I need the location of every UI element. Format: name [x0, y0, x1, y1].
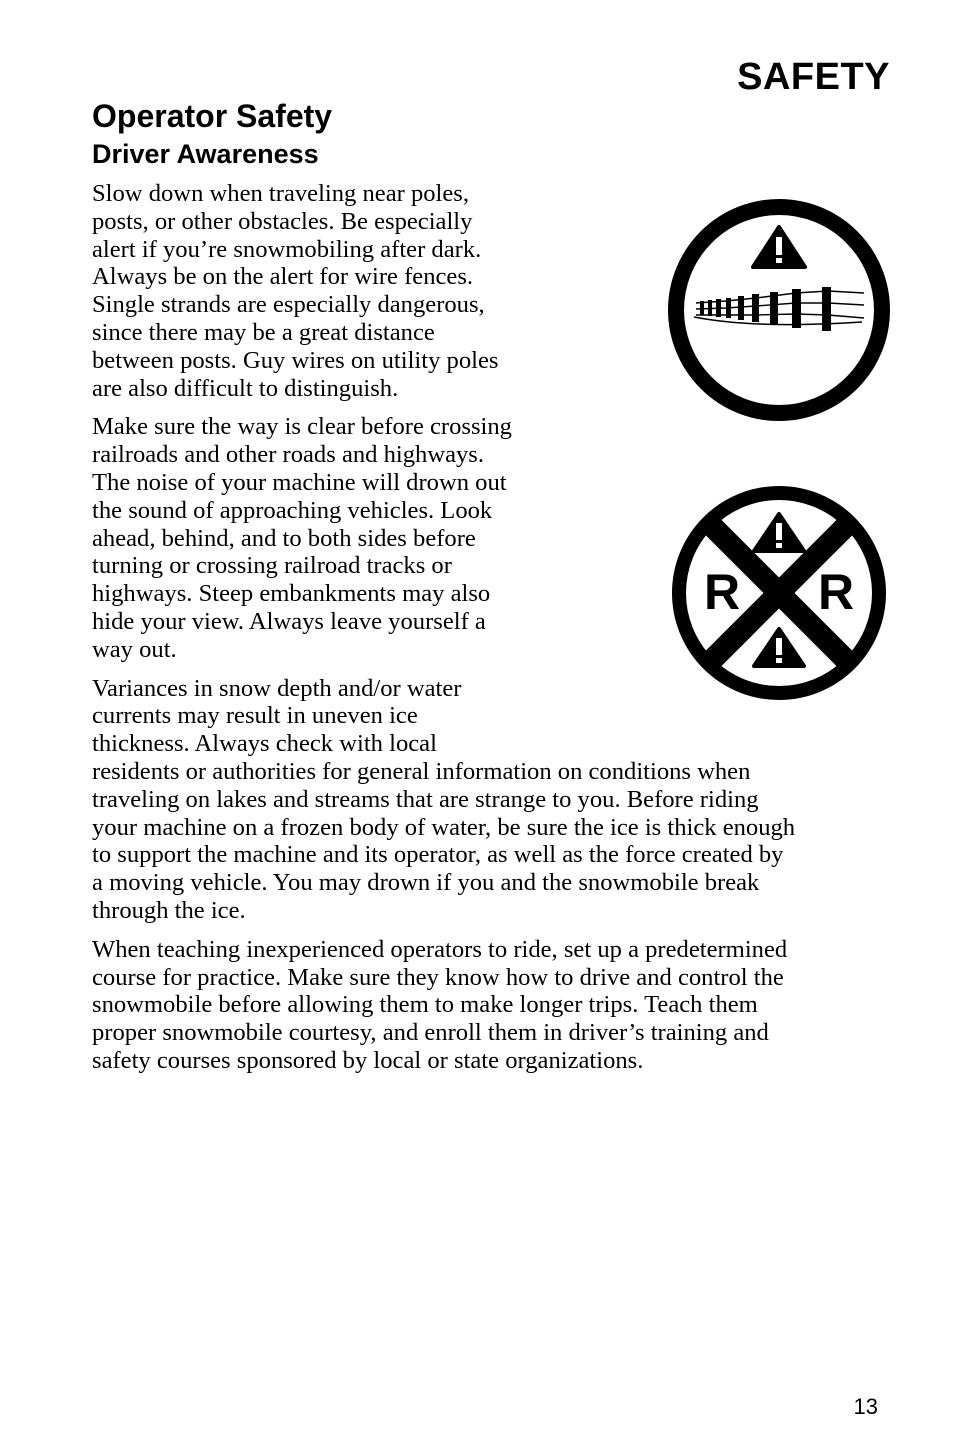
paragraph-railroad-crossing: Make sure the way is clear before crossing railroads and other roads and highways. The noise of your machine will drown out the sound of approaching vehicles. Look ahead, behind, and to both sides before turning or crossing railroad tracks or highways. Steep embankments may also hide your view. Always leave yourself a way out.	[92, 413, 512, 663]
page-number: 13	[853, 1394, 878, 1419]
section-title: Operator Safety	[92, 98, 333, 134]
chapter-header: SAFETY	[737, 56, 890, 98]
paragraph-ice-thickness: Variances in snow depth and/or water currents may result in uneven ice thickness. Always check with local residents or authorities for general information on conditions when traveling on lakes and streams that are strange to you. Before riding your machine on a frozen body of water, be sure the ice is thick enough to support the machine and its operator, as well as the force created by a moving vehicle. You may drown if you and the snowmobile break through the ice.	[92, 674, 796, 924]
railroad-crossing-warning-icon	[670, 484, 888, 702]
subsection-title: Driver Awareness	[92, 139, 319, 169]
paragraph-wire-fences: Slow down when traveling near poles, posts, or other obstacles. Be especially alert if you’re snowmobiling after dark. Always be on the alert for wire fences. Single strands are especially dangerous, since there may be a great distance between posts. Guy wires on utility poles are also difficult to distinguish.	[92, 180, 499, 402]
paragraph-teaching-operators: When teaching inexperienced operators to ride, set up a predetermined course for practice. Make sure they know how to drive and control the snowmobile before allowing them to make longer trips. Teach them proper snowmobile courtesy, and enroll them in driver’s training and safety courses sponsored by local or state organizations.	[92, 935, 788, 1074]
wire-fence-warning-icon	[666, 197, 892, 423]
railroad-letter-left: R	[703, 564, 741, 620]
railroad-letter-right: R	[817, 564, 855, 620]
